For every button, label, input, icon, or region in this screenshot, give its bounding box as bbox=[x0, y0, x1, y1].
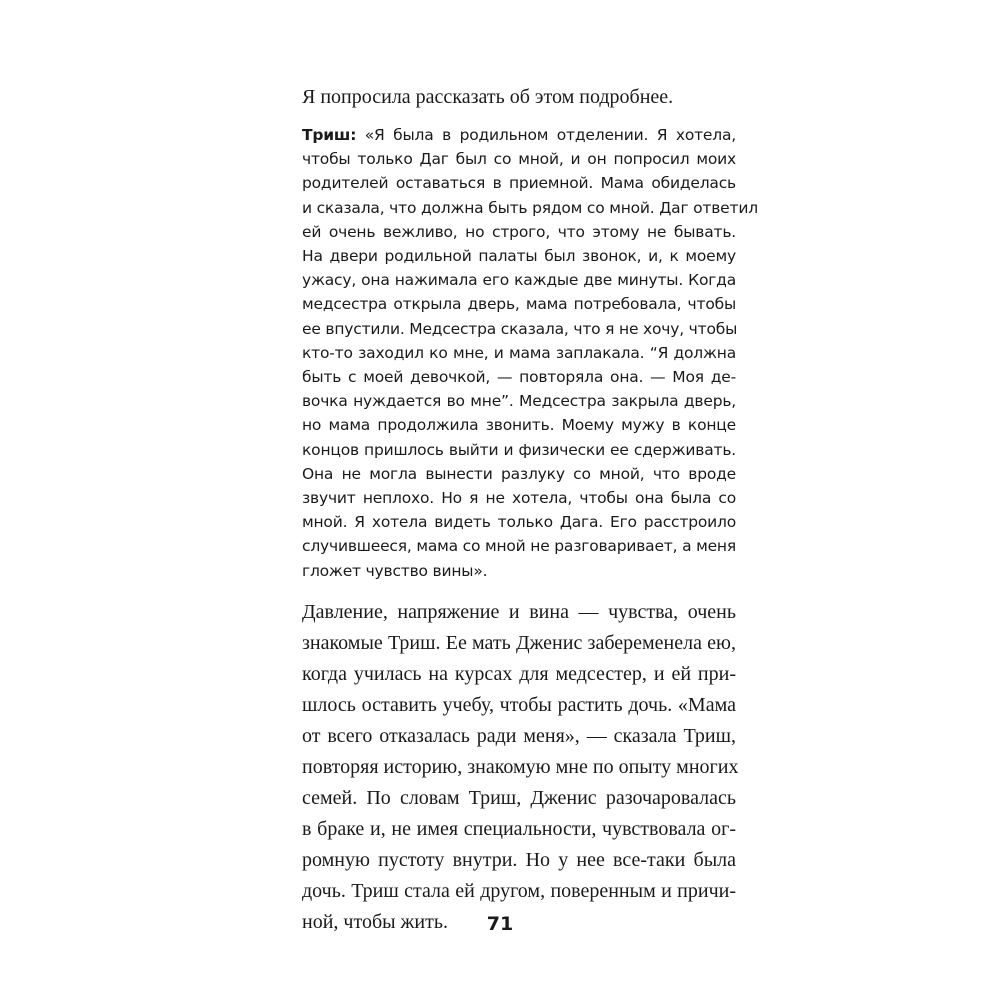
quote-line: родителей оставаться в приемной. Мама обиделась bbox=[302, 174, 736, 193]
quote-line: быть с моей девочкой, — повторяла она. — Моя де- bbox=[302, 368, 736, 387]
quote-line: ее впустили. Медсестра сказала, что я не хочу, чтобы bbox=[302, 319, 738, 338]
body-line: Давление, напряжение и вина — чувства, очень bbox=[302, 600, 736, 623]
quote-line: и сказала, что должна быть рядом со мной. Даг ответил bbox=[302, 198, 758, 217]
quote-line: Триш: «Я была в родильном отделении. Я хотела, bbox=[302, 126, 736, 144]
text-column bbox=[302, 82, 758, 938]
quote-block bbox=[302, 123, 758, 583]
quote-line: вочка нуждается во мне”. Медсестра закрыла дверь, bbox=[302, 392, 736, 411]
body-line: когда училась на курсах для медсестер, и ей при- bbox=[302, 662, 736, 685]
body-line: знакомые Триш. Ее мать Дженис забеременела ею, bbox=[302, 631, 736, 654]
body-line: ромную пустоту внутри. Но у нее все-таки была bbox=[302, 848, 736, 871]
quote-line: чтобы только Даг был со мной, и он попросил моих bbox=[302, 150, 736, 169]
body-line: дочь. Триш стала ей другом, поверенным и причи- bbox=[302, 879, 736, 902]
quote-line: На двери родильной палаты был звонок, и, к моему bbox=[302, 247, 736, 266]
body-paragraph bbox=[302, 597, 739, 938]
quote-line: кто-то заходил ко мне, и мама заплакала. “Я должна bbox=[302, 343, 736, 362]
body-line: шлось оставить учебу, чтобы растить дочь. «Мама bbox=[302, 693, 736, 716]
quote-line: медсестра открыла дверь, мама потребовала, чтобы bbox=[302, 295, 736, 314]
quote-line: гложет чувство вины». bbox=[302, 561, 488, 580]
quote-line: случившееся, мама со мной не разговаривает, а меня bbox=[302, 537, 736, 556]
body-line: повторяя историю, знакомую мне по опыту многих bbox=[302, 755, 739, 778]
page-number: 71 bbox=[486, 913, 514, 935]
quote-line: но мама продолжила звонить. Моему мужу в конце bbox=[302, 416, 736, 435]
quote-line: звучит неплохо. Но я не хотела, чтобы она была со bbox=[302, 489, 736, 508]
quote-line: концов пришлось выйти и физически ее сдерживать. bbox=[302, 440, 736, 459]
body-line: в браке и, не имея специальности, чувствовала ог- bbox=[302, 817, 736, 840]
quote-line: ей очень вежливо, но строго, что этому не бывать. bbox=[302, 222, 736, 241]
body-line: семей. По словам Триш, Дженис разочаровалась bbox=[302, 786, 736, 809]
intro-paragraph: Я попросила рассказать об этом подробнее. bbox=[302, 86, 674, 108]
body-line: от всего отказалась ради меня», — сказала Триш, bbox=[302, 724, 736, 747]
quote-line: мной. Я хотела видеть только Дага. Его расстроило bbox=[302, 513, 736, 532]
body-line: ной, чтобы жить. bbox=[302, 910, 448, 933]
quote-line: Она не могла вынести разлуку со мной, что вроде bbox=[302, 464, 736, 483]
speaker-label: Триш: bbox=[302, 126, 357, 144]
quote-line: ужасу, она нажимала его каждые две минуты. Когда bbox=[302, 271, 736, 290]
